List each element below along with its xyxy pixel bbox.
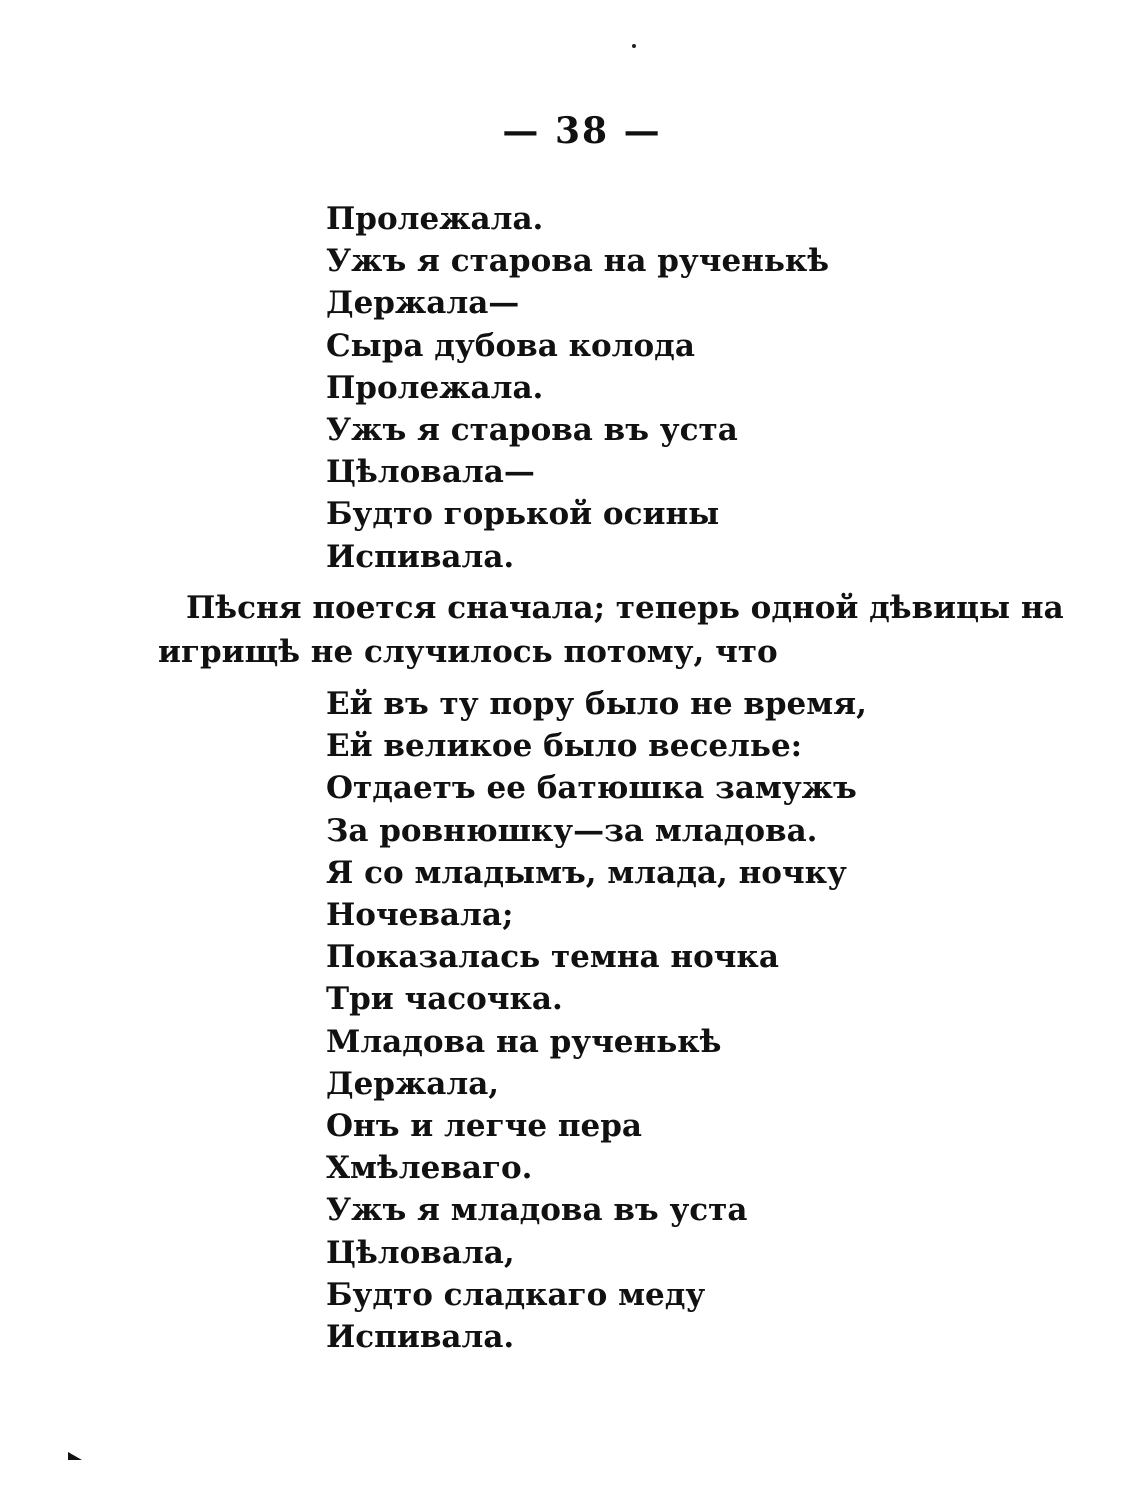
- verse-line: Цѣловала—: [326, 454, 535, 491]
- verse-line: Ей великое было веселье:: [326, 728, 803, 765]
- verse-line: Пролежала.: [326, 201, 544, 237]
- verse-line: Будто сладкаго меду: [326, 1276, 706, 1313]
- page-number: — 38 —: [502, 110, 662, 152]
- prose-paragraph: [158, 586, 1064, 674]
- verse-line: Ужъ я младова въ уста: [326, 1192, 748, 1229]
- print-speck: [632, 44, 636, 48]
- verse-line: Онъ и легче пера: [326, 1108, 643, 1145]
- prose-line: игрищѣ не случилось потому, что: [158, 634, 778, 670]
- verse-line: Цѣловала,: [326, 1234, 515, 1271]
- verse-line: Ужъ я старова на рученькѣ: [326, 243, 830, 280]
- corner-mark: [68, 1452, 82, 1460]
- prose-line: Пѣсня поется сначала; теперь одной дѣвицы на: [186, 590, 1064, 626]
- verse-line: Испивала.: [326, 538, 515, 575]
- verse-line: Держала—: [326, 285, 520, 322]
- verse-line: Младова на рученькѣ: [326, 1023, 722, 1060]
- verse-stanza-1: [326, 198, 829, 578]
- verse-line: Будто горькой осины: [326, 496, 720, 533]
- verse-line: Ужъ я старова въ уста: [326, 412, 738, 449]
- verse-line: Сыра дубова колода: [326, 327, 695, 364]
- verse-line: Держала,: [326, 1065, 500, 1102]
- verse-line: Отдаетъ ее батюшка замужъ: [326, 770, 857, 807]
- verse-line: Хмѣлеваго.: [326, 1150, 533, 1187]
- verse-line: Я со младымъ, млада, ночку: [326, 854, 847, 891]
- verse-line: Пролежала.: [326, 369, 544, 406]
- verse-line: Ночевала;: [326, 897, 514, 934]
- verse-line: Три часочка.: [326, 981, 563, 1018]
- verse-stanza-2: [326, 683, 867, 1358]
- verse-line: Ей въ ту пору было не время,: [326, 686, 867, 722]
- verse-line: Испивала.: [326, 1319, 515, 1356]
- verse-line: За ровнюшку—за младова.: [326, 812, 818, 849]
- verse-line: Показалась темна ночка: [326, 939, 779, 976]
